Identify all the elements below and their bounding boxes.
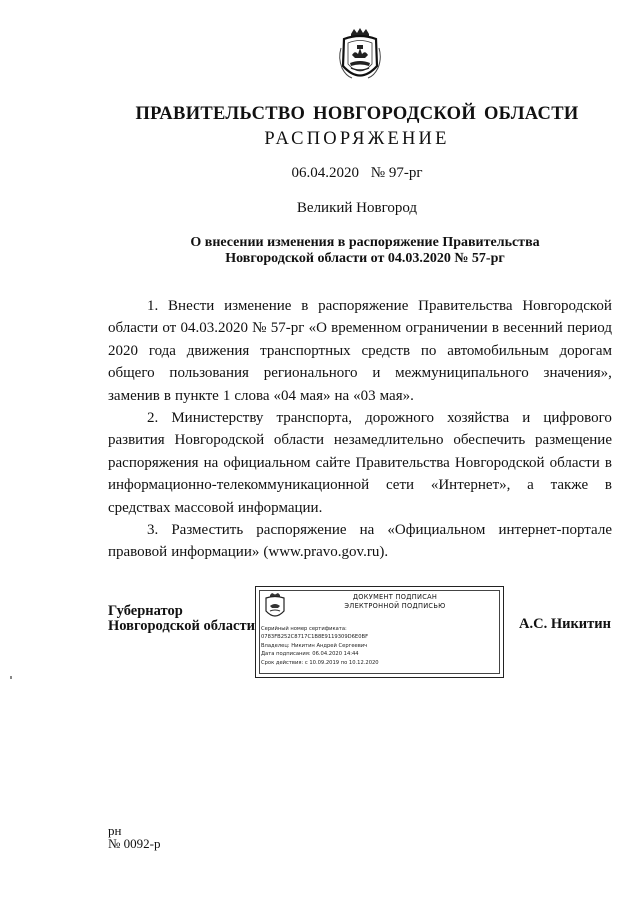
word: года: [148, 342, 176, 359]
word: временном: [331, 320, 402, 337]
word: в: [301, 298, 309, 314]
word: Правительства: [418, 298, 513, 314]
word: «03: [353, 387, 376, 404]
document-subject: [145, 235, 585, 267]
word: и: [372, 365, 381, 382]
word: в: [604, 477, 612, 494]
stamp-signed-date: Дата подписания: 06.04.2020 14:44: [261, 651, 359, 658]
stamp-emblem-icon: [262, 592, 288, 622]
body-line: [108, 429, 612, 451]
word: распоряжение: [318, 298, 409, 314]
word: движения: [186, 342, 250, 359]
position-line: Губернатор: [108, 603, 183, 619]
word: обеспечить: [453, 432, 526, 449]
word: а: [527, 477, 534, 494]
word: области: [549, 454, 600, 471]
document-date: 06.04.2020: [291, 165, 360, 181]
word: 2.: [147, 410, 159, 427]
word: области: [108, 320, 159, 337]
word: общего: [108, 365, 155, 382]
word: Разместить: [171, 522, 244, 539]
word: дорогам: [559, 342, 612, 359]
registration-footer: [108, 824, 160, 850]
word: также: [550, 477, 589, 494]
word: массовой: [174, 499, 234, 516]
word: 04.03.2020: [180, 320, 248, 337]
word: информационно-телекоммуникационной: [108, 477, 370, 494]
word: весенний: [503, 320, 563, 337]
signatory-name: А.С. Никитин: [519, 616, 611, 632]
word: 57-рг: [270, 320, 305, 337]
body-line: [108, 317, 612, 339]
body-line: [108, 340, 612, 362]
word: на: [203, 454, 219, 471]
government-title: ПРАВИТЕЛЬСТВО НОВГОРОДСКОЙ ОБЛАСТИ: [135, 104, 579, 124]
word: межмуниципального: [395, 365, 529, 382]
word: средствах: [108, 499, 171, 516]
word: на: [359, 522, 375, 539]
word: «04: [273, 387, 297, 404]
body-line: [108, 407, 612, 429]
word: 3.: [147, 522, 159, 539]
word: Новгородской: [174, 432, 265, 449]
stamp-title: [300, 593, 490, 611]
signatory-position: [108, 604, 255, 634]
word: Новгородской: [522, 298, 612, 314]
word: пользования: [169, 365, 249, 382]
coat-of-arms-emblem: [336, 28, 384, 86]
subject-line: Новгородской области от 04.03.2020 № 57-рг: [225, 251, 505, 266]
word: в: [604, 454, 612, 471]
word: «Официальном: [387, 522, 486, 539]
stamp-serial-label: Серийный номер сертификата:: [261, 626, 347, 632]
word: сети: [385, 477, 415, 494]
word: распоряжения: [108, 454, 199, 471]
word: 1.: [147, 298, 159, 314]
body-line: [108, 519, 612, 541]
word: в: [491, 320, 499, 337]
executor-initials: рн: [108, 823, 122, 838]
word: от: [162, 320, 177, 337]
word: цифрового: [543, 410, 612, 427]
word: регионального: [263, 365, 358, 382]
word: период: [567, 320, 612, 337]
word: области: [273, 432, 325, 449]
city: Великий Новгород: [296, 200, 418, 216]
word: в: [163, 387, 171, 404]
word: и: [522, 410, 531, 427]
word: Правительства: [355, 454, 450, 471]
word: №: [252, 320, 267, 337]
stamp-validity: Срок действия: с 10.09.2019 по 10.12.2020: [261, 659, 379, 666]
body-line: [108, 452, 612, 474]
word: 2020: [108, 342, 138, 359]
word: правовой: [108, 544, 168, 561]
scan-artifact: [10, 676, 12, 679]
stamp-owner: Владелец: Никитин Андрей Сергеевич: [261, 642, 368, 649]
body-line: [108, 385, 612, 407]
subject-line: О внесении изменения в распоряжение Правительства: [190, 235, 540, 250]
word: (www.pravo.gov.ru).: [263, 544, 389, 561]
word: дорожного: [365, 410, 435, 427]
word: на: [334, 387, 350, 404]
word: информации.: [237, 499, 323, 516]
word: значения»,: [543, 365, 612, 382]
document-body: [108, 295, 612, 564]
body-line: [108, 541, 612, 563]
word: незамедлительно: [333, 432, 444, 449]
word: пункте: [174, 387, 219, 404]
word: ограничении: [405, 320, 488, 337]
word: изменение: [224, 298, 292, 314]
body-line: [108, 474, 612, 496]
word: транспортных: [260, 342, 351, 359]
stamp-title-line: ЭЛЕКТРОННОЙ ПОДПИСЬЮ: [344, 602, 446, 610]
electronic-signature-stamp: [255, 586, 504, 678]
word: Внести: [168, 298, 215, 314]
stamp-title-line: ДОКУМЕНТ ПОДПИСАН: [352, 593, 438, 601]
document-number: № 97-рг: [370, 165, 423, 181]
registration-number: № 0092-р: [108, 836, 161, 851]
document-type: РАСПОРЯЖЕНИЕ: [264, 129, 450, 149]
word: «О: [308, 320, 327, 337]
body-line: [108, 497, 612, 519]
word: по: [420, 342, 437, 359]
document-date-number: [0, 165, 640, 182]
word: мая».: [379, 387, 414, 404]
word: распоряжение: [256, 522, 347, 539]
word: сайте: [315, 454, 351, 471]
word: слова: [234, 387, 270, 404]
word: «Интернет»,: [430, 477, 511, 494]
word: средств: [361, 342, 411, 359]
word: развития: [108, 432, 165, 449]
word: хозяйства: [447, 410, 510, 427]
word: Новгородской: [454, 454, 545, 471]
word: заменив: [108, 387, 160, 404]
word: интернет-портале: [498, 522, 612, 539]
word: автомобильным: [447, 342, 549, 359]
word: транспорта,: [276, 410, 353, 427]
body-line: [108, 295, 612, 317]
word: 1: [222, 387, 231, 404]
word: информации»: [171, 544, 260, 561]
word: размещение: [535, 432, 612, 449]
stamp-details: [261, 625, 379, 667]
word: официальном: [223, 454, 311, 471]
body-line: [108, 362, 612, 384]
stamp-serial: 0783FB252C8717C1B8E9119309D6E0BF: [261, 634, 369, 641]
word: Министерству: [171, 410, 264, 427]
word: мая»: [300, 387, 331, 404]
position-line: Новгородской области: [108, 618, 255, 634]
